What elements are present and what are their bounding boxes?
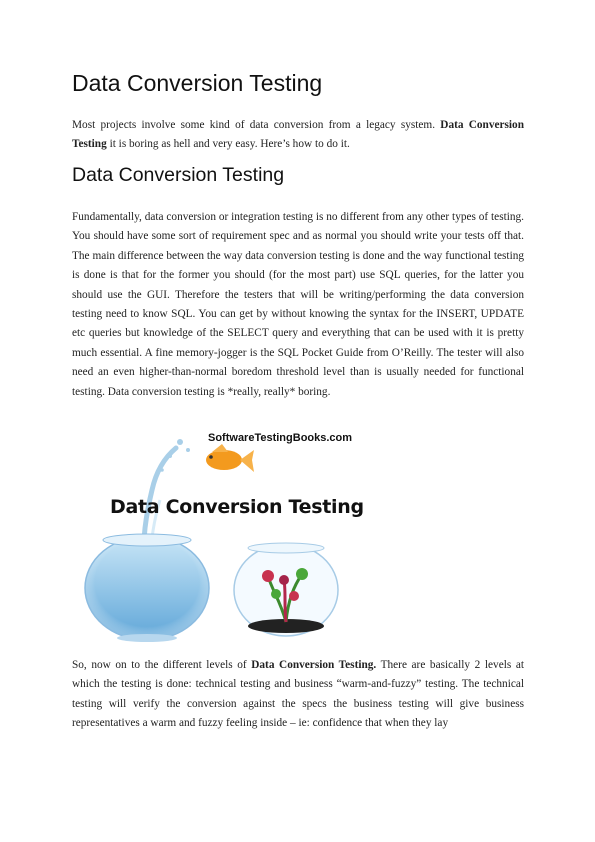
fishbowl-illustration bbox=[72, 430, 372, 645]
intro-text-start: Most projects involve some kind of data conversion from a legacy system. bbox=[72, 119, 441, 131]
body2-bold-term: Data Conversion Testing. bbox=[251, 659, 377, 671]
section-heading: Data Conversion Testing bbox=[72, 164, 285, 186]
page-title: Data Conversion Testing bbox=[72, 70, 323, 96]
figure-title: Data Conversion Testing bbox=[110, 496, 364, 518]
intro-text-end: it is boring as hell and very easy. Here’s how to do it. bbox=[106, 138, 350, 151]
body2-text-start: So, now on to the different levels of bbox=[72, 659, 252, 671]
right-fishbowl bbox=[234, 543, 338, 636]
goldfish-icon bbox=[206, 444, 254, 472]
figure-site-label: SoftwareTestingBooks.com bbox=[208, 432, 353, 444]
intro-bold-term: Data Conversion Testing bbox=[72, 119, 524, 151]
body-paragraph-1: Fundamentally, data conversion or integration testing is no different from any other types of testing. You should have some sort of requirement spec and as normal you should write your tests off that. The main difference between the way data conversion testing is done and the way functional testing is done is that for the former you should (for the most part) use SQL queries, for the latter you should use the GUI. Therefore the testers that will be writing/performing the data conversion testing need to know SQL. You can get by without knowing the syntax for the INSERT, UPDATE etc queries but knowledge of the SELECT query and everything that can be used with it is pretty much essential. A fine memory-jogger is the SQL Pocket Guide from O’Reilly. The tester will also need an even higher-than-normal boredom threshold level than is usually needed for functional testing. Data conversion testing is *really, really* boring. bbox=[72, 211, 524, 398]
body-paragraph-2 bbox=[72, 656, 524, 734]
left-fishbowl bbox=[85, 534, 209, 642]
body2-text-end: There are basically 2 levels at which the testing is done: technical testing and business “warm-and-fuzzy” testing. The technical testing will verify the conversion against the specs the business testing will give business representatives a warm and fuzzy feeling inside – ie: confidence that when they lay bbox=[72, 659, 524, 730]
intro-paragraph bbox=[72, 116, 524, 155]
